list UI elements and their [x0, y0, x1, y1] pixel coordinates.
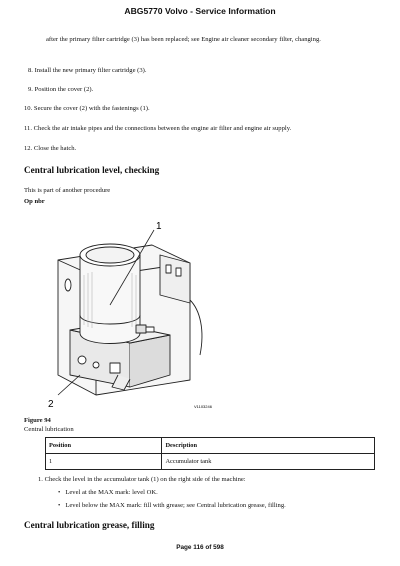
step-12	[24, 144, 374, 153]
continuation-text: after the primary filter cartridge (3) has been replaced; see Engine air cleaner secondary filter, changing.	[46, 36, 321, 43]
central-lubrication-illustration	[40, 215, 240, 415]
callout-2-label: 2	[48, 399, 54, 410]
column-header-description: Description	[162, 438, 375, 454]
step-text: Close the hatch.	[33, 145, 77, 152]
bullet-item	[58, 488, 158, 497]
step-10	[24, 104, 374, 113]
procedure-note: This is part of another procedure	[24, 187, 111, 194]
callout-1-label: 1	[156, 221, 162, 232]
bullet-text: Level at the MAX mark: level OK.	[65, 489, 158, 496]
step-8	[28, 66, 378, 75]
bullet-item	[58, 501, 286, 510]
column-header-position: Position	[46, 438, 162, 454]
bullet-icon: •	[58, 502, 61, 509]
check-instruction: 1. Check the level in the accumulator tank (1) on the right side of the machine:	[38, 476, 246, 483]
step-number: 8.	[28, 67, 33, 74]
section-heading-grease-filling: Central lubrication grease, filling	[24, 520, 155, 530]
table-cell-position: 1	[46, 454, 162, 470]
op-number-label: Op nbr	[24, 198, 45, 205]
step-text: Position the cover (2).	[34, 86, 94, 93]
section-heading-level-check: Central lubrication level, checking	[24, 165, 160, 175]
step-number: 9.	[28, 86, 33, 93]
page-footer: Page 116 of 598	[176, 544, 224, 551]
step-number: 11.	[24, 125, 32, 132]
bullet-text: Level below the MAX mark: fill with grease; see Central lubrication grease, filling.	[65, 502, 286, 509]
step-9	[28, 85, 378, 94]
page-header: ABG5770 Volvo - Service Information	[124, 6, 276, 16]
step-text: Install the new primary filter cartridge (3).	[34, 67, 147, 74]
step-text: Secure the cover (2) with the fastenings (1).	[33, 105, 150, 112]
figure-caption: Central lubrication	[24, 426, 74, 433]
table-row	[46, 454, 375, 470]
step-number: 12.	[24, 145, 33, 152]
bullet-icon: •	[58, 489, 61, 496]
table-header-row	[46, 438, 375, 454]
step-number: 10.	[24, 105, 33, 112]
position-table	[45, 437, 375, 470]
step-11	[24, 124, 374, 133]
figure-code: V1103246	[194, 404, 212, 409]
figure-label: Figure 94	[24, 417, 51, 424]
step-text: Check the air intake pipes and the connections between the engine air filter and engine air supply.	[33, 125, 292, 132]
table-cell-description: Accumulator tank	[162, 454, 375, 470]
